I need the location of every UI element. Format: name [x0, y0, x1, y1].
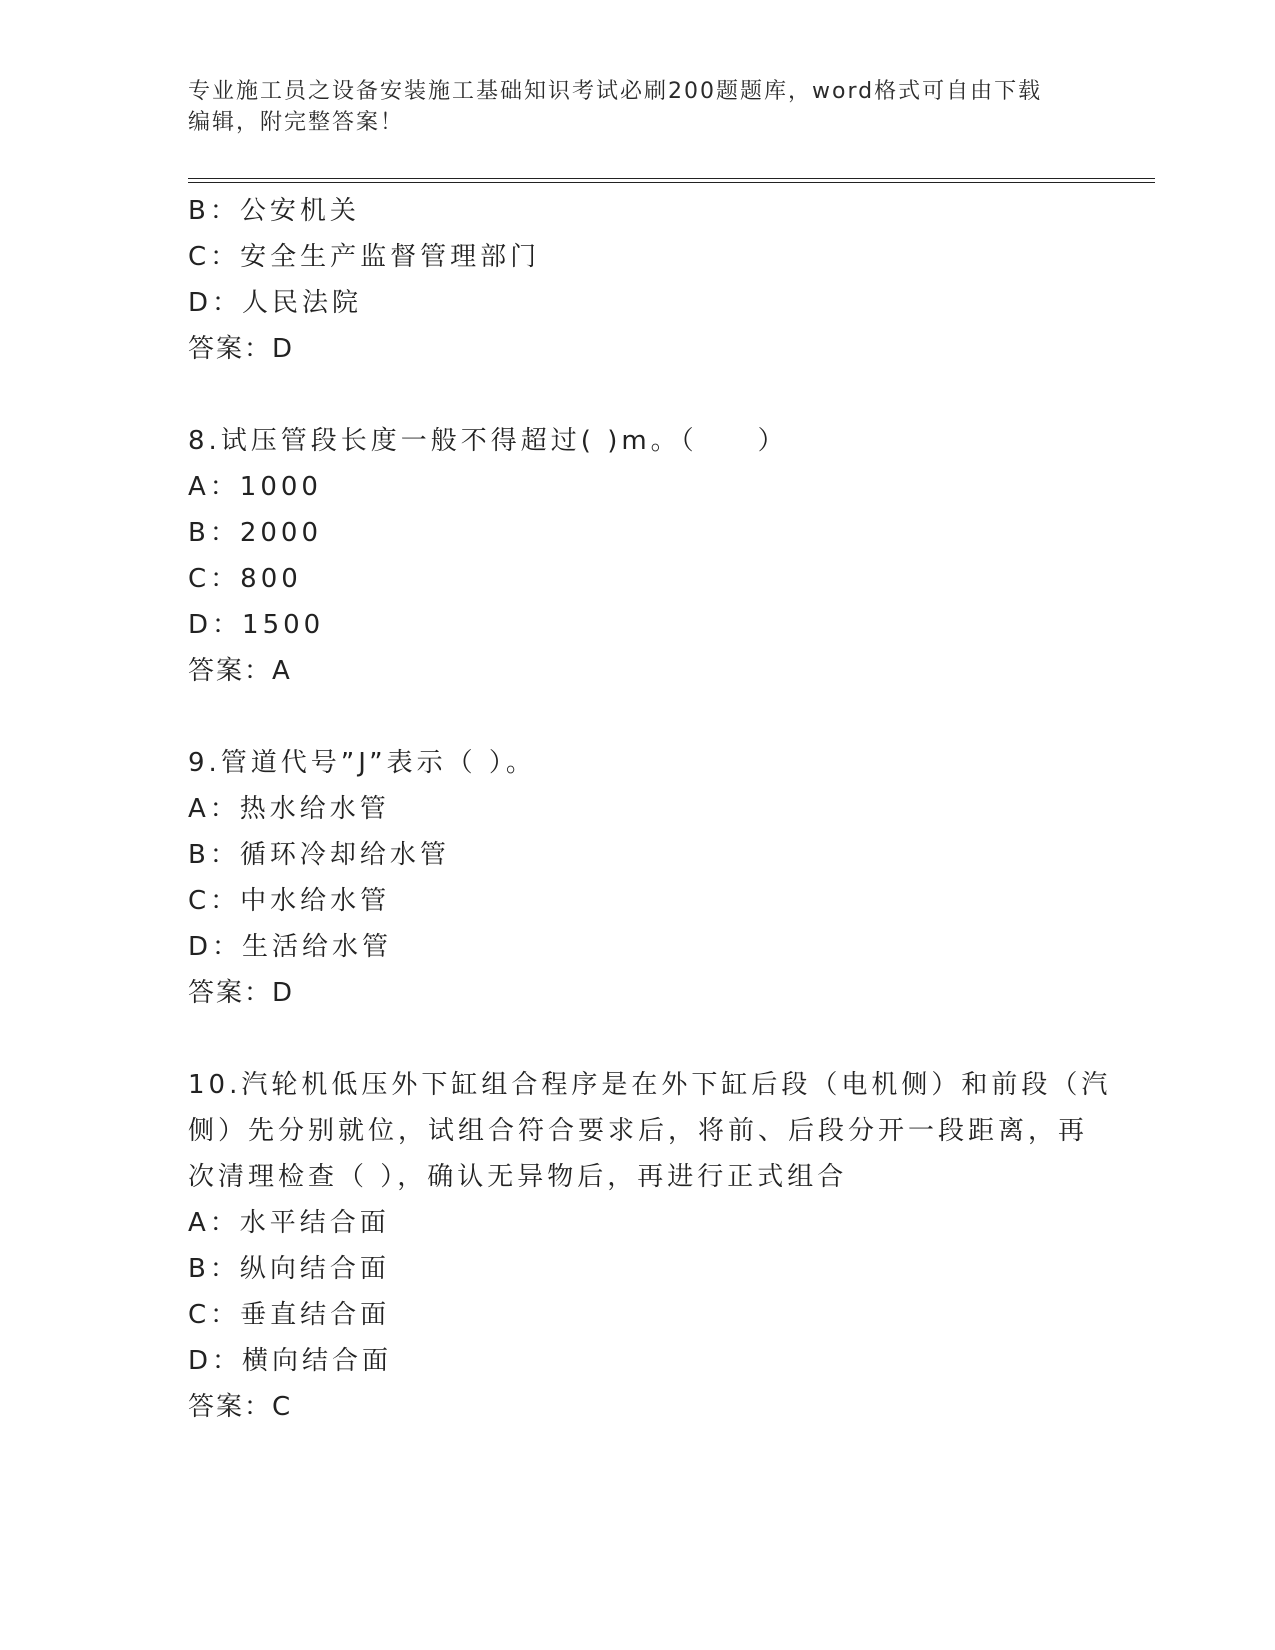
question-text: 8.试压管段长度一般不得超过( )m。（ ）: [188, 426, 788, 456]
option-c: C：中水给水管: [188, 886, 391, 916]
option-b: B：循环冷却给水管: [188, 840, 450, 870]
answer-line: 答案：C: [188, 1392, 293, 1422]
option-c: C：垂直结合面: [188, 1300, 391, 1330]
question-block-8: [188, 418, 1088, 694]
option-a: A：热水给水管: [188, 794, 390, 824]
question-block-9: [188, 740, 1088, 1016]
option-b: B：公安机关: [188, 196, 360, 226]
option-a: A：水平结合面: [188, 1208, 390, 1238]
question-content: [188, 188, 1112, 1430]
option-d: D：1500: [188, 610, 325, 640]
document-header: [188, 76, 1088, 138]
spacer: [188, 1016, 1088, 1062]
question-text-line-2: 侧）先分别就位，试组合符合要求后，将前、后段分开一段距离，再: [188, 1116, 1089, 1146]
answer-line: 答案：A: [188, 656, 292, 686]
answer-line: 答案：D: [188, 334, 295, 364]
answer-line: 答案：D: [188, 978, 295, 1008]
header-divider-bottom: [188, 182, 1155, 183]
question-text-line-3: 次清理检查（ ），确认无异物后，再进行正式组合: [188, 1162, 848, 1192]
question-block-10: [188, 1062, 1112, 1430]
prev-question-block: [188, 188, 1088, 372]
option-c: C：800: [188, 564, 302, 594]
header-divider-top: [188, 178, 1155, 179]
option-d: D：人民法院: [188, 288, 363, 318]
option-d: D：生活给水管: [188, 932, 393, 962]
spacer: [188, 372, 1088, 418]
header-line-1: 专业施工员之设备安装施工基础知识考试必刷200题题库，word格式可自由下载: [188, 79, 1043, 104]
question-text-line-1: 10.汽轮机低压外下缸组合程序是在外下缸后段（电机侧）和前段（汽: [188, 1070, 1112, 1100]
option-d: D：横向结合面: [188, 1346, 393, 1376]
spacer: [188, 694, 1088, 740]
option-b: B：纵向结合面: [188, 1254, 390, 1284]
question-text: 9.管道代号”J”表示（ ）。: [188, 748, 536, 778]
option-c: C：安全生产监督管理部门: [188, 242, 541, 272]
option-a: A：1000: [188, 472, 322, 502]
option-b: B：2000: [188, 518, 323, 548]
header-line-2: 编辑，附完整答案！: [188, 110, 405, 135]
